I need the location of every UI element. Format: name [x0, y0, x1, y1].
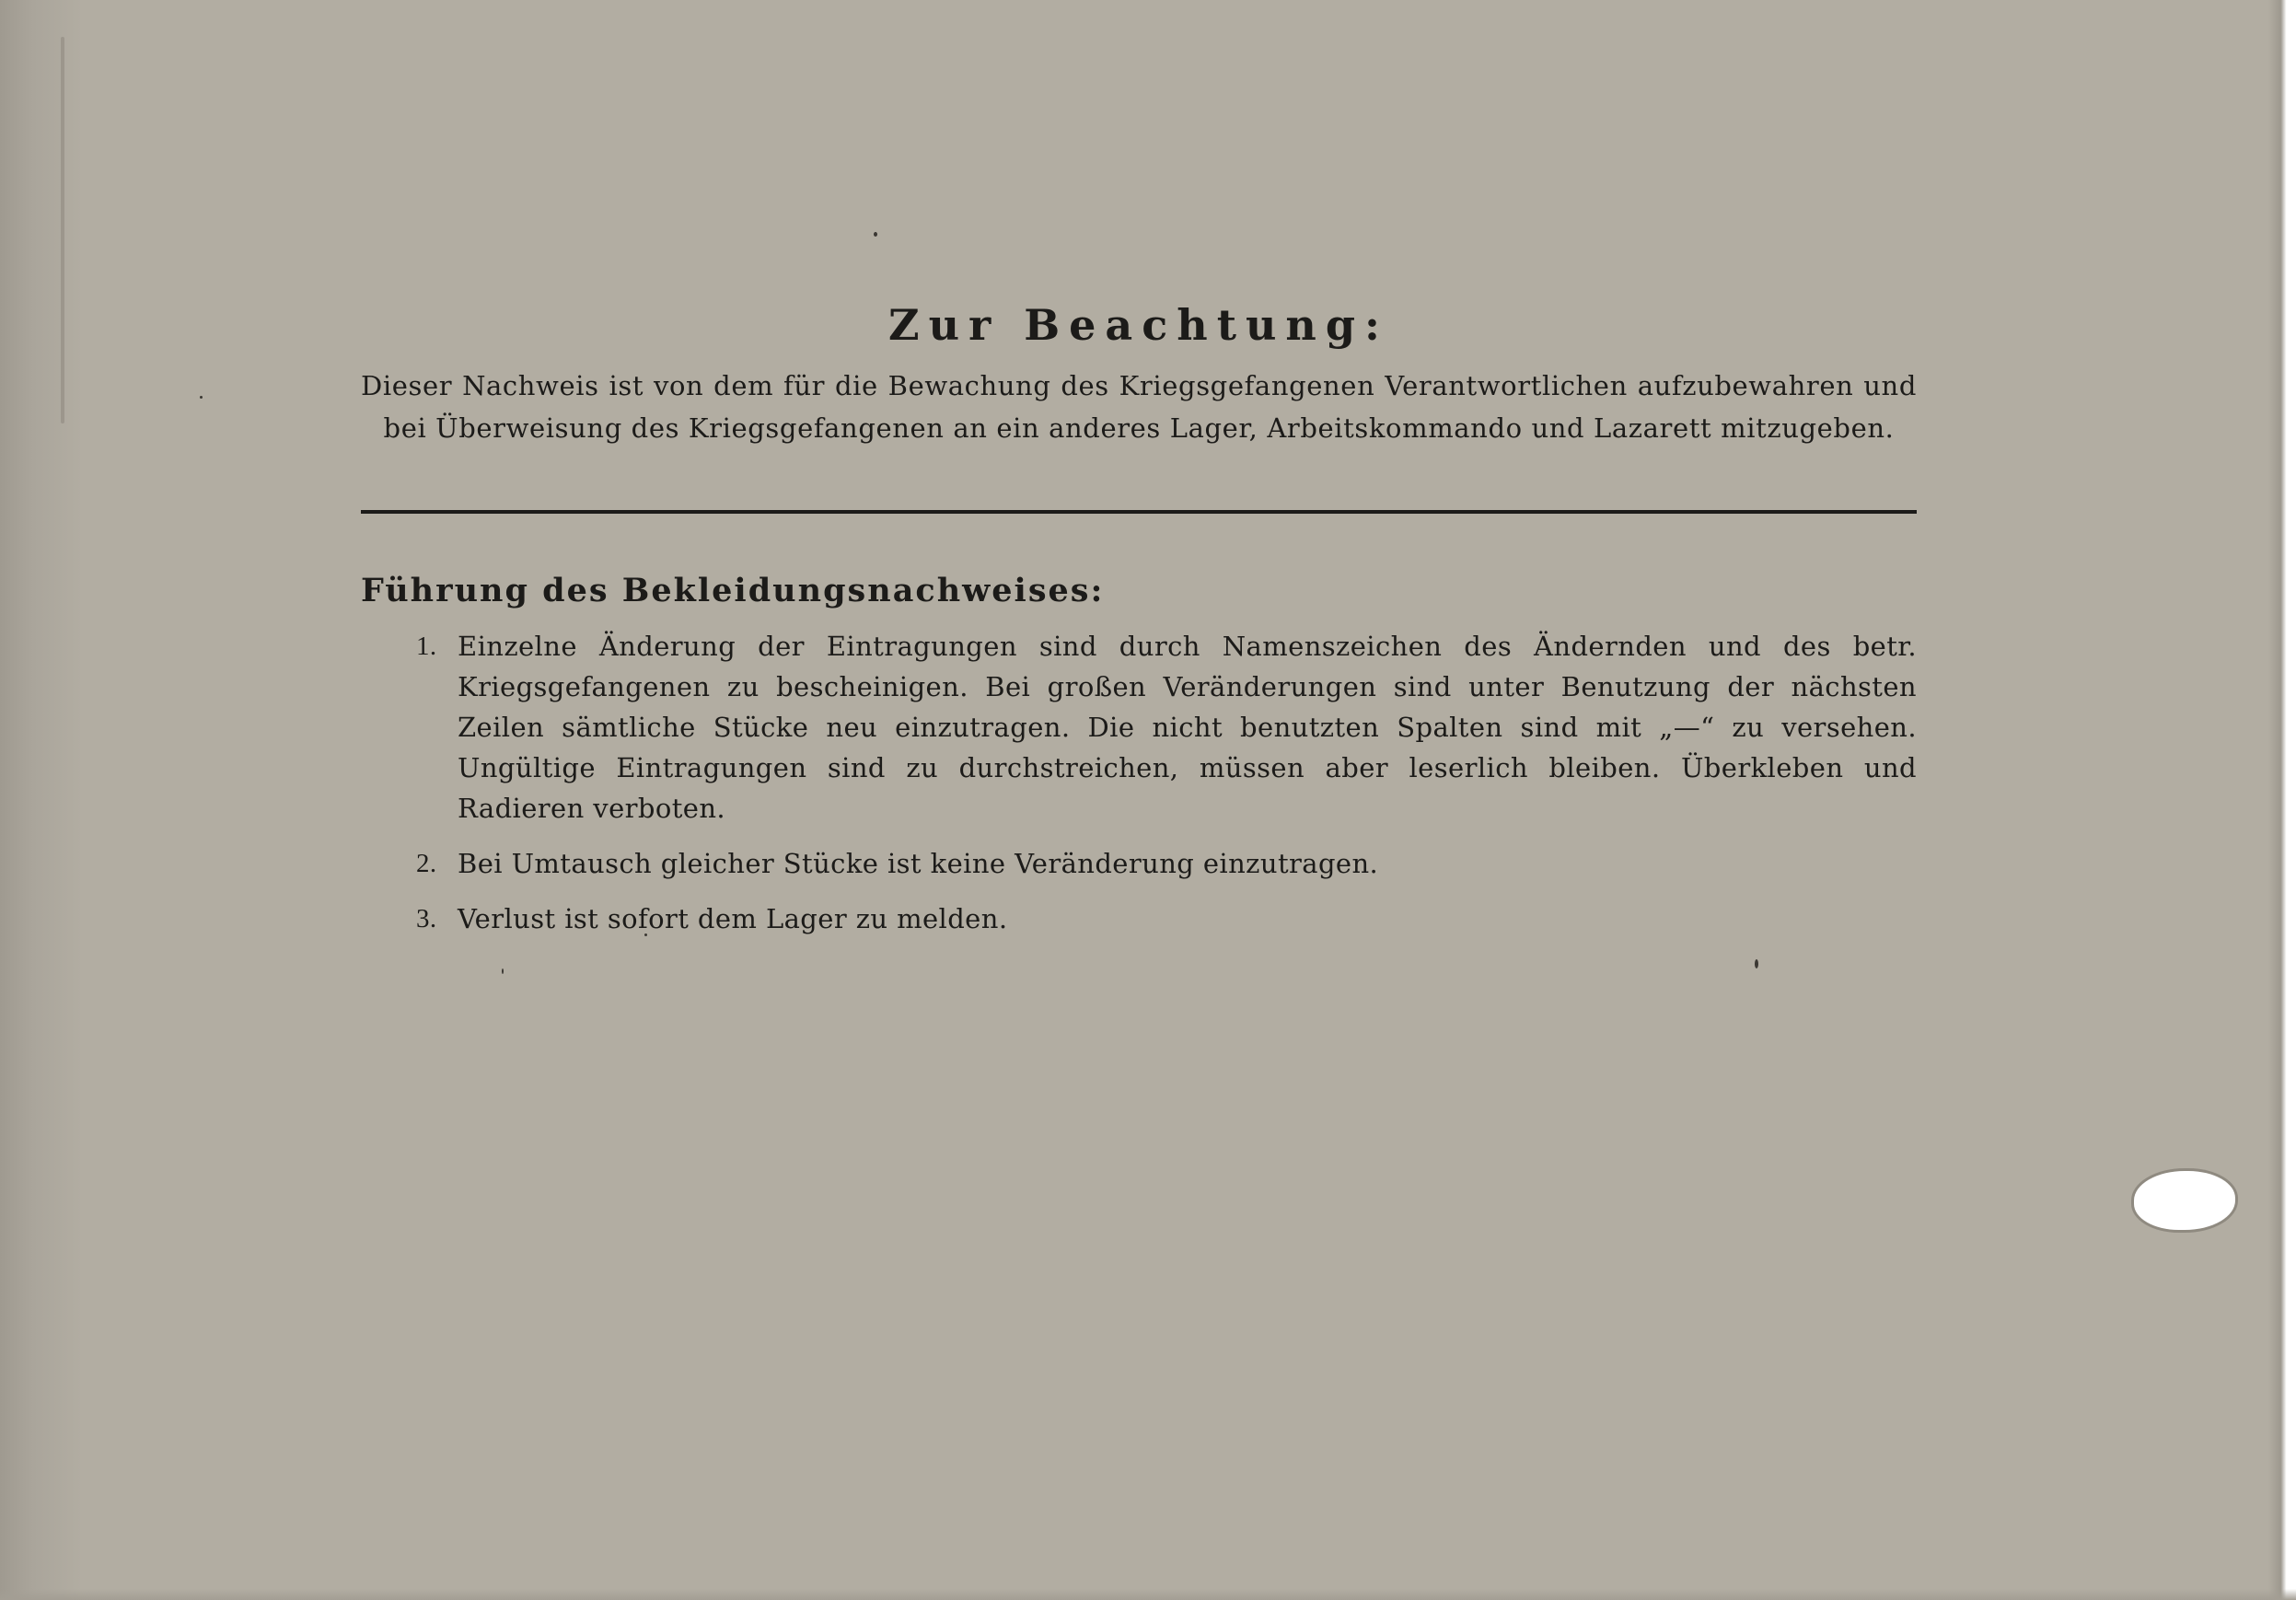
- horizontal-rule: [361, 510, 1917, 514]
- list-item-number: 2.: [416, 849, 437, 878]
- ink-speck: [874, 232, 877, 237]
- list-item-text: Verlust ist sofort dem Lager zu melden.: [458, 903, 1008, 934]
- list-item: [361, 626, 1917, 829]
- document-body: [361, 293, 1917, 954]
- punch-hole: [2134, 1171, 2235, 1230]
- document-title: Zur Beachtung:: [888, 300, 1389, 350]
- list-item-number: 1.: [416, 632, 437, 661]
- paper-edge-bottom: [0, 1589, 2296, 1600]
- paper-edge-shadow-left: [0, 0, 83, 1600]
- ink-speck: [200, 396, 203, 399]
- ink-speck: [502, 968, 504, 974]
- list-item: [361, 899, 1917, 939]
- paper-edge-right: [2268, 0, 2296, 1600]
- paper-crease: [61, 37, 64, 423]
- list-item-text: Bei Umtausch gleicher Stücke ist keine Veränderung einzutragen.: [458, 848, 1379, 879]
- section-heading: Führung des Bekleidungsnachweises:: [361, 572, 1105, 609]
- list-item-number: 3.: [416, 904, 437, 933]
- rules-list: [361, 626, 1917, 939]
- ink-speck: [1755, 959, 1758, 968]
- intro-paragraph: Dieser Nachweis ist von dem für die Bewachung des Kriegsgefangenen Verantwortlichen aufzubewahren und bei Überweisung des Kriegsgefangenen an ein anderes Lager, Arbeitskommando und Lazarett mitzugeben.: [361, 370, 1917, 444]
- list-item-text: Einzelne Änderung der Eintragungen sind durch Namenszeichen des Ändernden und des betr. Kriegsgefangenen zu bescheinigen. Bei großen Veränderungen sind unter Benutzung der nächsten Zeilen sämtliche Stücke neu einzutragen. Die nicht benutzten Spalten sind mit „—“ zu versehen. Ungültige Eintragungen sind zu durchstreichen, müssen aber leserlich bleiben. Überkleben und Radieren verboten.: [458, 631, 1917, 824]
- list-item: [361, 843, 1917, 884]
